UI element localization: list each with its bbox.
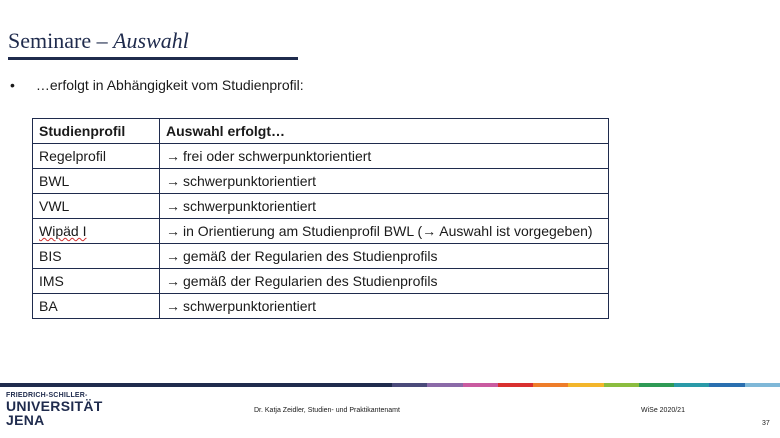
footer-stripe-segment [392,383,427,387]
table-cell-selection [160,219,609,244]
table-cell-selection [160,244,609,269]
title-underline [8,57,298,60]
footer-semester: WiSe 2020/21 [641,407,685,414]
arrow-right-icon: → [166,198,180,214]
table-cell-selection [160,144,609,169]
slide-title [8,28,189,54]
footer-stripe-segment [639,383,674,387]
studienprofil-table [32,118,609,319]
footer-stripe-segment [674,383,709,387]
footer-stripe-segment [709,383,744,387]
footer-stripe-segment [568,383,603,387]
table-cell-selection [160,194,609,219]
footer-color-stripe [0,383,780,387]
selection-text: gemäß der Regularien des Studienprofils [183,248,438,264]
table-cell-profile: IMS [33,269,160,294]
table-row [33,269,609,294]
table-cell-selection [160,294,609,319]
table-header-studienprofil: Studienprofil [33,119,160,144]
bullet-item [10,77,304,93]
table-row [33,244,609,269]
table-header-row [33,119,609,144]
bullet-icon: • [10,77,15,93]
table-cell-profile: Regelprofil [33,144,160,169]
table-row [33,219,609,244]
table-header-auswahl: Auswahl erfolgt… [160,119,609,144]
footer-stripe-segment [533,383,568,387]
arrow-right-icon: → [166,298,180,314]
bullet-text: …erfolgt in Abhängigkeit vom Studienprofil: [35,77,304,93]
table-cell-selection [160,169,609,194]
arrow-right-icon: → [166,148,180,164]
spellcheck-profile-text: Wipäd I [39,223,87,239]
table-cell-profile [33,219,160,244]
footer-author: Dr. Katja Zeidler, Studien- und Praktikantenamt [254,407,400,414]
table-row [33,144,609,169]
logo-line-2: UNIVERSITÄT [6,398,103,414]
logo-line-3: JENA [6,412,45,428]
footer-stripe-segment [463,383,498,387]
table-cell-profile: VWL [33,194,160,219]
selection-text: schwerpunktorientiert [183,173,317,189]
table-row [33,294,609,319]
footer-stripe-navy [0,383,392,387]
table-cell-profile: BIS [33,244,160,269]
arrow-right-icon: → [166,273,180,289]
footer-stripe-segment [745,383,780,387]
footer-stripe-segment [427,383,462,387]
selection-text: in Orientierung am Studienprofil BWL (→ Auswahl ist vorgegeben) [183,223,593,239]
selection-text: gemäß der Regularien des Studienprofils [183,273,438,289]
selection-text: schwerpunktorientiert [183,298,317,314]
page-number: 37 [762,420,770,427]
arrow-right-icon: → [166,223,180,239]
arrow-right-icon: → [166,248,180,264]
logo-line-1: FRIEDRICH-SCHILLER- [6,392,88,399]
selection-text: frei oder schwerpunktorientiert [183,148,372,164]
table-row [33,194,609,219]
table-cell-profile: BWL [33,169,160,194]
table-cell-selection [160,269,609,294]
table-row [33,169,609,194]
footer-stripe-segment [604,383,639,387]
slide-title-main: Seminare – [8,28,108,53]
slide-title-italic: Auswahl [113,28,189,53]
table-cell-profile: BA [33,294,160,319]
selection-text: schwerpunktorientiert [183,198,317,214]
university-logo [6,392,103,427]
arrow-right-icon: → [166,173,180,189]
footer-stripe-segment [498,383,533,387]
